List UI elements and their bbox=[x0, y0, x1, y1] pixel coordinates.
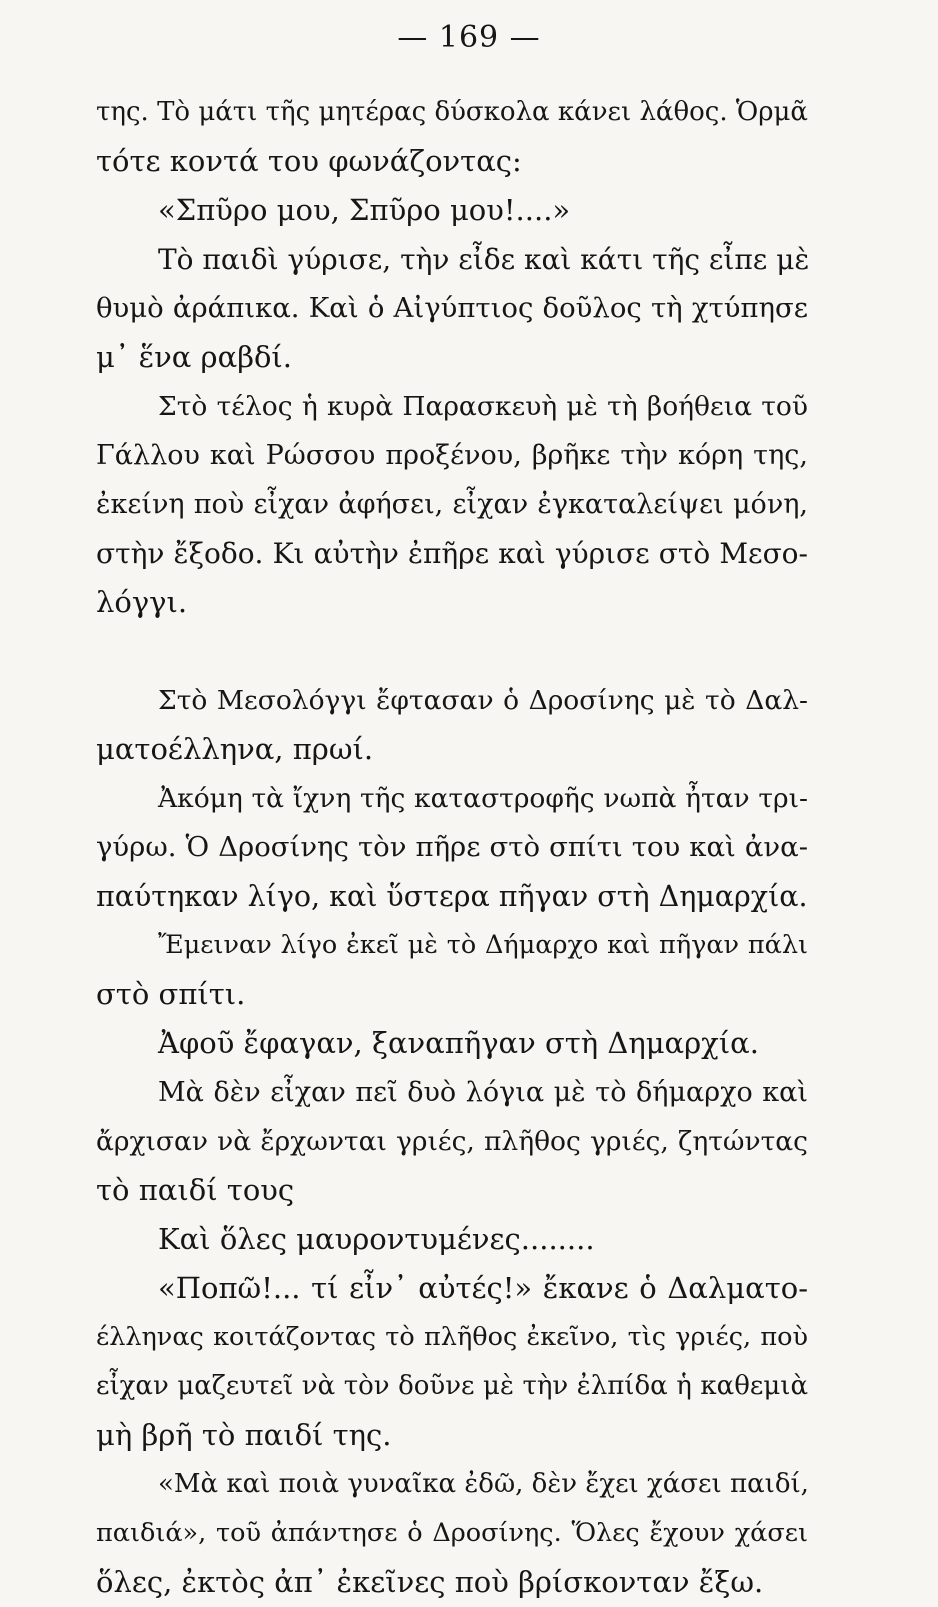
page-number: — 169 — bbox=[397, 20, 541, 55]
text-line: λόγγι. bbox=[96, 585, 188, 619]
text-line: Ἔμειναν λίγο ἐκεῖ μὲ τὸ Δήμαρχο καὶ πῆγαν πάλι bbox=[158, 930, 808, 960]
text-line: θυμὸ ἀράπικα. Καὶ ὁ Αἰγύπτιος δοῦλος τὴ χτύπησε bbox=[96, 292, 808, 324]
text-line: «Σπῦρο μου, Σπῦρο μου!....» bbox=[158, 193, 571, 227]
body-text bbox=[96, 88, 808, 1607]
text-line: Ἀκόμη τὰ ἴχνη τῆς καταστροφῆς νωπὰ ἦταν τρι- bbox=[158, 783, 808, 814]
text-line: Καὶ ὅλες μαυροντυμένες........ bbox=[158, 1222, 595, 1256]
text-line: ὅλες, ἐκτὸς ἀπ᾽ ἐκεῖνες ποὺ βρίσκονταν ἔξω. bbox=[96, 1565, 764, 1599]
text-line: Γάλλου καὶ Ρώσσου προξένου, βρῆκε τὴν κόρη της, bbox=[96, 440, 808, 471]
text-line: στὴν ἔξοδο. Κι αὐτὴν ἐπῆρε καὶ γύρισε στὸ Μεσο- bbox=[96, 537, 808, 570]
text-line: έλληνας κοιτάζοντας τὸ πλῆθος ἐκεῖνο, τὶς γριές, ποὺ bbox=[96, 1322, 808, 1352]
text-line: Στὸ τέλος ἡ κυρὰ Παρασκευὴ μὲ τὴ βοήθεια τοῦ bbox=[158, 391, 808, 422]
text-line: παιδιά», τοῦ ἀπάντησε ὁ Δροσίνης. Ὅλες ἔχουν χάσει bbox=[96, 1518, 808, 1548]
text-line: εἶχαν μαζευτεῖ νὰ τὸν δοῦνε μὲ τὴν ἐλπίδα ἡ καθεμιὰ bbox=[96, 1371, 808, 1401]
text-line: ἐκείνη ποὺ εἶχαν ἀφήσει, εἶχαν ἐγκαταλείψει μόνη, bbox=[96, 489, 808, 520]
text-line: γύρω. Ὁ Δροσίνης τὸν πῆρε στὸ σπίτι του καὶ ἀνα- bbox=[96, 831, 808, 863]
text-line: Τὸ παιδὶ γύρισε, τὴν εἶδε καὶ κάτι τῆς εἶπε μὲ bbox=[158, 243, 810, 276]
text-line: της. Τὸ μάτι τῆς μητέρας δύσκολα κάνει λάθος. Ὁρμᾶ bbox=[96, 97, 808, 127]
text-line: ματοέλληνα, πρωί. bbox=[96, 732, 374, 766]
text-line: στὸ σπίτι. bbox=[96, 977, 246, 1011]
text-line: μὴ βρῆ τὸ παιδί της. bbox=[96, 1418, 392, 1452]
text-line: «Μὰ καὶ ποιὰ γυναῖκα ἐδῶ, δὲν ἔχει χάσει παιδί, bbox=[158, 1469, 809, 1499]
text-line: «Ποπῶ!... τί εἶν᾽ αὐτές!» ἔκανε ὁ Δαλματο- bbox=[158, 1271, 808, 1305]
text-line: παύτηκαν λίγο, καὶ ὕστερα πῆγαν στὴ Δημαρχία. bbox=[96, 880, 808, 913]
text-line: Ἀφοῦ ἔφαγαν, ξαναπῆγαν στὴ Δημαρχία. bbox=[158, 1026, 759, 1060]
text-line: μ᾽ ἕνα ραβδί. bbox=[96, 340, 293, 374]
text-line: Μὰ δὲν εἶχαν πεῖ δυὸ λόγια μὲ τὸ δήμαρχο καὶ bbox=[158, 1077, 808, 1108]
text-line: τὸ παιδί τους bbox=[96, 1173, 295, 1207]
text-line: τότε κοντά του φωνάζοντας: bbox=[96, 144, 522, 178]
text-line: ἄρχισαν νὰ ἔρχωνται γριές, πλῆθος γριές, ζητώντας bbox=[96, 1126, 808, 1157]
text-line: Στὸ Μεσολόγγι ἔφτασαν ὁ Δροσίνης μὲ τὸ Δαλ- bbox=[158, 685, 808, 716]
paragraph-break bbox=[96, 627, 808, 676]
